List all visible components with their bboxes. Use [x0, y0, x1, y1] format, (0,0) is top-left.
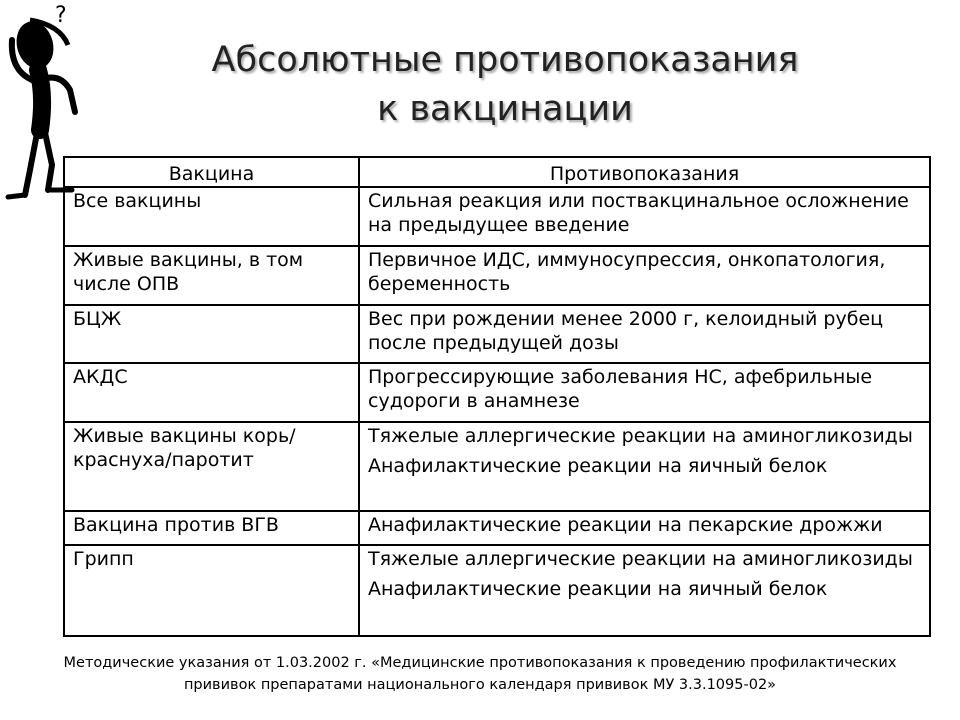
vaccine-cell: АКДС [64, 363, 359, 422]
contraindication-text: Тяжелые аллергические реакции на аминогликозиды [368, 425, 913, 448]
vaccine-cell: Вакцина против ВГВ [64, 511, 359, 544]
title-line-2: к вакцинации [377, 89, 633, 129]
contraindication-text: Анафилактические реакции на яичный белок [368, 455, 828, 478]
contraindication-text: Анафилактические реакции на яичный белок [368, 577, 828, 600]
vaccine-cell: БЦЖ [64, 305, 359, 364]
table-header-row [64, 157, 930, 187]
vaccine-cell: Живые вакцины, в том числе ОПВ [64, 246, 359, 305]
contraindication-text: Анафилактические реакции на пекарские дрожжи [368, 514, 883, 537]
contraindication-cell [359, 187, 930, 246]
contraindication-text: Сильная реакция или поствакцинальное осложнение на предыдущее введение [368, 190, 909, 236]
contraindication-text: Прогрессирующие заболевания НС, афебрильные судороги в анамнезе [368, 366, 873, 413]
vaccine-cell: Живые вакцины корь/краснуха/паротит [64, 422, 359, 511]
header-contraindications: Противопоказания [359, 157, 930, 187]
footnote-line-2: прививок препаратами национального календаря прививок МУ 3.3.1095-02» [183, 677, 777, 693]
contraindication-cell [359, 305, 930, 364]
question-mark-icon: ? [55, 3, 67, 28]
vaccine-cell: Все вакцины [64, 187, 359, 246]
table-row [64, 545, 930, 636]
contraindication-text: Тяжелые аллергические реакции на аминогликозиды [368, 547, 913, 570]
table-row [64, 305, 930, 364]
contraindication-text: Вес при рождении менее 2000 г, келоидный рубец после предыдущей дозы [368, 307, 884, 354]
source-footnote [40, 652, 920, 696]
contraindication-cell [359, 363, 930, 422]
contraindication-cell [359, 246, 930, 305]
table-row [64, 187, 930, 246]
contraindication-cell [359, 422, 930, 511]
footnote-line-1: Методические указания от 1.03.2002 г. «Медицинские противопоказания к проведению профилактических [63, 655, 897, 671]
contraindication-text: Первичное ИДС, иммуносупрессия, онкопатология, беременность [368, 248, 886, 295]
table-row [64, 363, 930, 422]
table-row [64, 422, 930, 511]
header-vaccine: Вакцина [64, 157, 359, 187]
contraindication-cell [359, 511, 930, 544]
contraindications-table [63, 156, 931, 637]
vaccine-cell: Грипп [64, 545, 359, 636]
title-line-1: Абсолютные противопоказания [211, 40, 799, 80]
table-row [64, 511, 930, 544]
contraindication-cell [359, 545, 930, 636]
table-row [64, 246, 930, 305]
slide-title [110, 36, 900, 134]
